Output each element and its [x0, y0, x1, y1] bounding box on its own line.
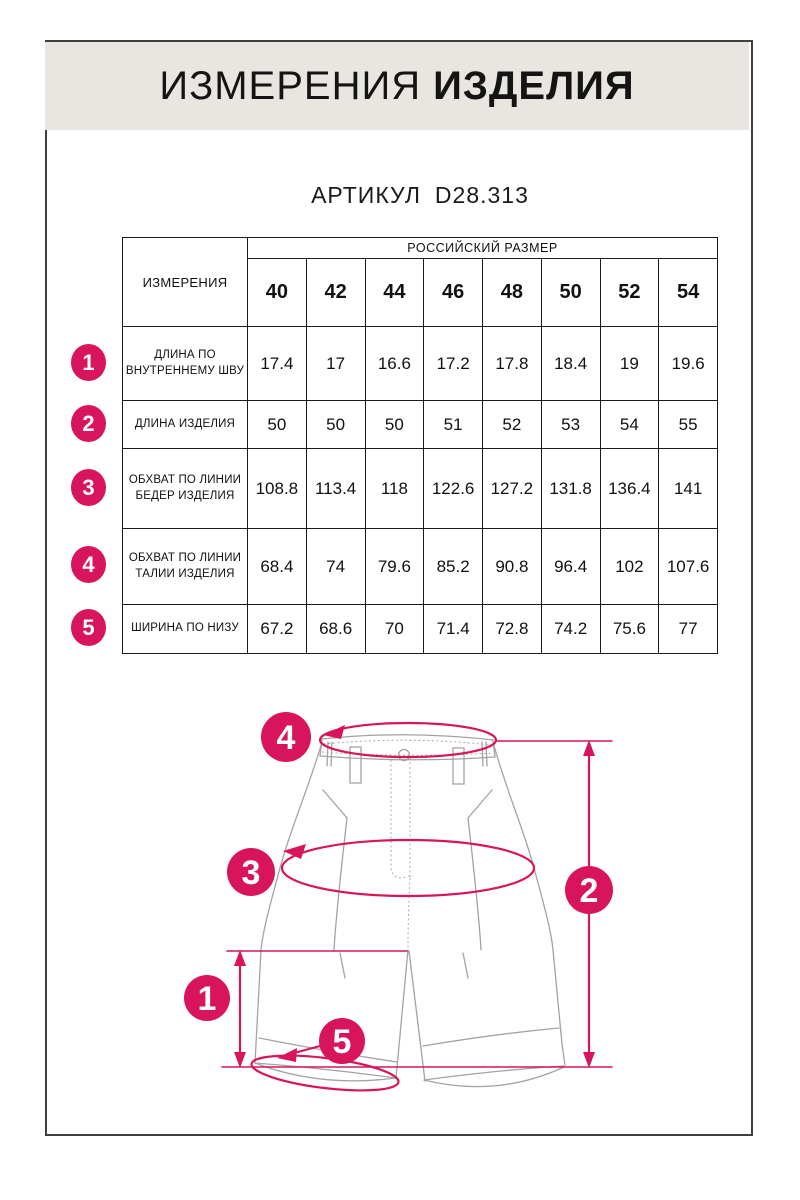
- measurement-value: 17.2: [424, 327, 483, 401]
- row-badge-2: 2: [71, 405, 106, 442]
- measurement-value: 52: [483, 401, 542, 449]
- row-badge-5: 5: [71, 609, 106, 646]
- measurement-value: 141: [659, 449, 718, 529]
- title-word-product: ИЗДЕЛИЯ: [433, 63, 635, 108]
- measurement-value: 75.6: [600, 605, 659, 654]
- size-column-header: 54: [659, 259, 718, 327]
- article-line: [122, 182, 718, 209]
- measurement-label: ДЛИНА ПО ВНУТРЕННЕМУ ШВУ: [123, 327, 248, 401]
- row-badge-1: 1: [71, 344, 106, 381]
- page-title: [159, 64, 634, 109]
- size-column-header: 52: [600, 259, 659, 327]
- callout-number-1: 1: [197, 980, 217, 1018]
- measurements-header-cell: ИЗМЕРЕНИЯ: [123, 238, 248, 327]
- callout-number-5: 5: [332, 1023, 352, 1061]
- measurement-value: 74: [306, 529, 365, 605]
- measurement-value: 72.8: [483, 605, 542, 654]
- measurement-value: 19.6: [659, 327, 718, 401]
- table-row: [123, 605, 718, 654]
- measurement-value: 19: [600, 327, 659, 401]
- measurement-value: 17: [306, 327, 365, 401]
- row-badge-4: 4: [71, 546, 106, 583]
- left-outer-seam: [255, 742, 322, 1063]
- measurement-value: 55: [659, 401, 718, 449]
- measurement-value: 127.2: [483, 449, 542, 529]
- measurement-value: 17.4: [248, 327, 307, 401]
- measurement-value: 74.2: [541, 605, 600, 654]
- measurement-value: 113.4: [306, 449, 365, 529]
- size-column-header: 44: [365, 259, 424, 327]
- measurement-value: 17.8: [483, 327, 542, 401]
- diagram-callouts: [184, 712, 613, 1064]
- table-row: [123, 449, 718, 529]
- measurement-value: 51: [424, 401, 483, 449]
- shorts-outline: [255, 735, 565, 1087]
- measurement-value: 50: [306, 401, 365, 449]
- measurement-value: 67.2: [248, 605, 307, 654]
- size-column-header: 40: [248, 259, 307, 327]
- measurement-value: 50: [248, 401, 307, 449]
- right-outer-seam: [493, 742, 565, 1065]
- measurement-value: 90.8: [483, 529, 542, 605]
- article-value: D28.313: [434, 182, 529, 208]
- measurement-value: 79.6: [365, 529, 424, 605]
- callout-number-3: 3: [241, 854, 261, 892]
- table-row: [123, 327, 718, 401]
- arrowhead-icon: [234, 950, 246, 966]
- fly-stitching: [391, 760, 410, 878]
- measure-overlays: [222, 723, 612, 1097]
- measurement-value: 122.6: [424, 449, 483, 529]
- measurement-value: 16.6: [365, 327, 424, 401]
- article-label: АРТИКУЛ: [311, 182, 421, 208]
- table-row: [123, 529, 718, 605]
- size-column-header: 42: [306, 259, 365, 327]
- measurement-value: 136.4: [600, 449, 659, 529]
- left-pocket-line: [323, 790, 347, 950]
- measurement-value: 96.4: [541, 529, 600, 605]
- right-pocket-line: [468, 790, 492, 950]
- product-diagram: [170, 690, 630, 1110]
- measurement-value: 54: [600, 401, 659, 449]
- measurement-label: ШИРИНА ПО НИЗУ: [123, 605, 248, 654]
- measurement-label: ОБХВАТ ПО ЛИНИИ БЕДЕР ИЗДЕЛИЯ: [123, 449, 248, 529]
- size-column-header: 50: [541, 259, 600, 327]
- measurement-value: 131.8: [541, 449, 600, 529]
- measurement-label: ОБХВАТ ПО ЛИНИИ ТАЛИИ ИЗДЕЛИЯ: [123, 529, 248, 605]
- size-column-header: 46: [424, 259, 483, 327]
- arrowhead-icon: [583, 1052, 595, 1068]
- arrowhead-icon: [234, 1052, 246, 1068]
- row-badge-3: 3: [71, 469, 106, 506]
- russian-size-header-cell: РОССИЙСКИЙ РАЗМЕР: [248, 238, 718, 259]
- table-group-header-row: [123, 238, 718, 259]
- measurement-value: 102: [600, 529, 659, 605]
- hip-measure-ellipse: [282, 840, 534, 896]
- size-table-body: [123, 327, 718, 654]
- measurement-value: 50: [365, 401, 424, 449]
- title-band: [45, 42, 749, 130]
- left-inseam: [396, 950, 408, 1078]
- measurement-value: 68.4: [248, 529, 307, 605]
- measurement-value: 18.4: [541, 327, 600, 401]
- measurement-value: 118: [365, 449, 424, 529]
- title-word-measurements: ИЗМЕРЕНИЯ: [159, 63, 422, 108]
- size-table: [122, 237, 718, 654]
- measurement-value: 107.6: [659, 529, 718, 605]
- measurement-value: 53: [541, 401, 600, 449]
- measurement-value: 108.8: [248, 449, 307, 529]
- right-inseam: [409, 951, 425, 1081]
- measurement-label: ДЛИНА ИЗДЕЛИЯ: [123, 401, 248, 449]
- measurement-value: 71.4: [424, 605, 483, 654]
- waistband: [322, 735, 493, 740]
- arrowhead-icon: [583, 740, 595, 756]
- callout-number-4: 4: [276, 719, 296, 757]
- measurement-value: 77: [659, 605, 718, 654]
- table-row: [123, 401, 718, 449]
- measurement-value: 68.6: [306, 605, 365, 654]
- right-cuff: [423, 1028, 559, 1046]
- measurement-value: 70: [365, 605, 424, 654]
- measurement-value: 85.2: [424, 529, 483, 605]
- callout-number-2: 2: [579, 872, 599, 910]
- stitch-lines: [322, 740, 493, 950]
- size-column-header: 48: [483, 259, 542, 327]
